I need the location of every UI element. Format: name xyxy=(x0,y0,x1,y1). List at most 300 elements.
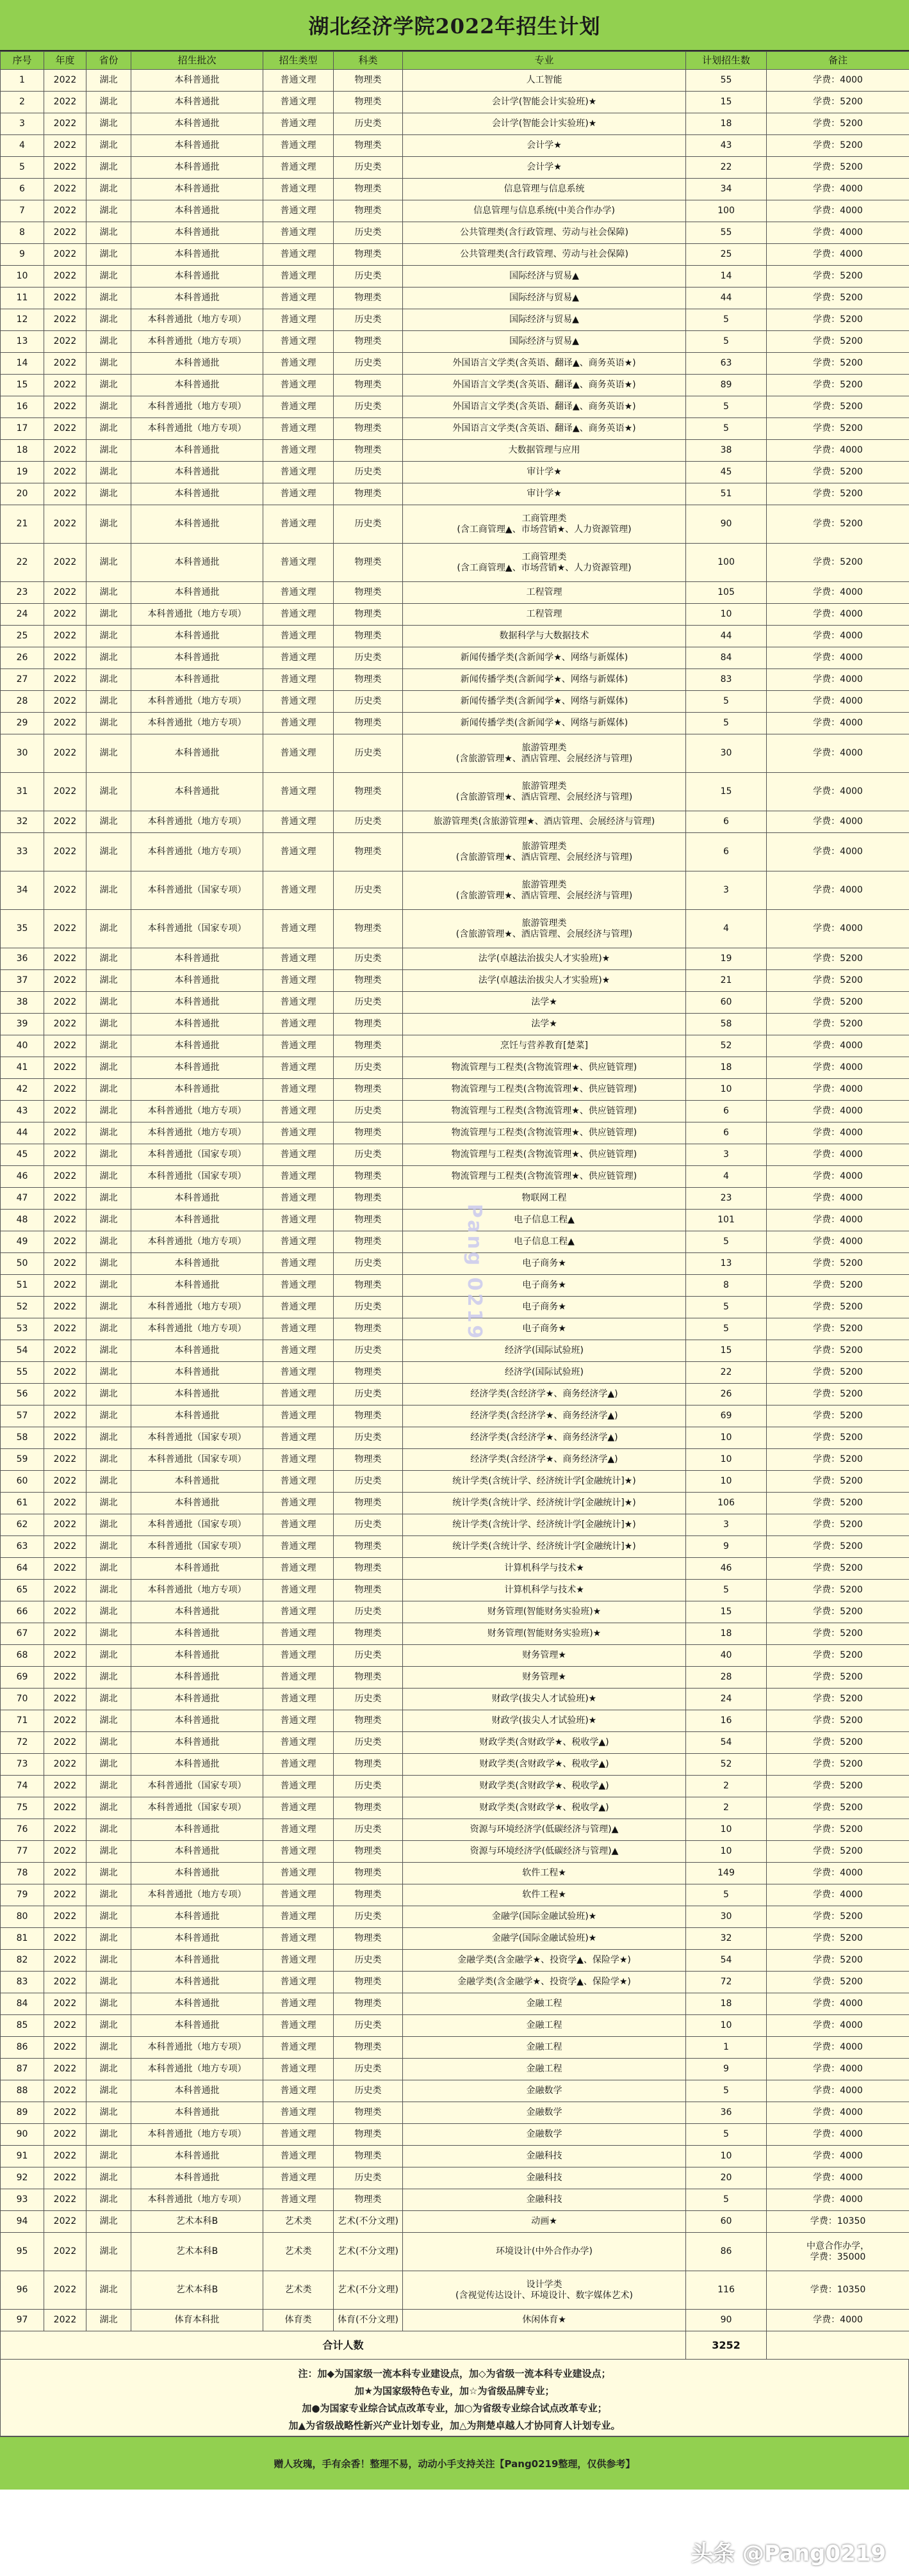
year-cell: 2022 xyxy=(44,2146,86,2167)
batch-cell: 本科普通批 xyxy=(131,222,263,244)
note-cell: 学费：5200 xyxy=(767,1558,909,1580)
year-cell: 2022 xyxy=(44,604,86,626)
type-cell: 普通文理 xyxy=(263,70,334,92)
note-cell: 学费：4000 xyxy=(767,1166,909,1188)
type-cell: 艺术类 xyxy=(263,2233,334,2271)
table-row xyxy=(1,135,909,157)
province-cell: 湖北 xyxy=(86,1732,131,1754)
batch-cell: 本科普通批 xyxy=(131,582,263,604)
batch-cell: 本科普通批 xyxy=(131,2015,263,2037)
quota-cell: 23 xyxy=(686,1188,767,1210)
quota-cell: 149 xyxy=(686,1863,767,1884)
year-cell: 2022 xyxy=(44,1819,86,1841)
table-row xyxy=(1,2189,909,2211)
table-row xyxy=(1,1384,909,1405)
major-cell: 法学(卓越法治拔尖人才实验班)★ xyxy=(403,948,686,970)
type-cell: 普通文理 xyxy=(263,1405,334,1427)
major-cell: 工商管理类 (含工商管理▲、市场营销★、人力资源管理) xyxy=(403,544,686,582)
province-cell: 湖北 xyxy=(86,1405,131,1427)
batch-cell: 本科普通批（国家专项） xyxy=(131,1449,263,1471)
province-cell: 湖北 xyxy=(86,396,131,418)
type-cell: 普通文理 xyxy=(263,1776,334,1797)
table-row xyxy=(1,2124,909,2146)
subject-cell: 物理类 xyxy=(334,713,403,734)
batch-cell: 艺术本科B xyxy=(131,2211,263,2233)
province-cell: 湖北 xyxy=(86,1797,131,1819)
quota-cell: 101 xyxy=(686,1210,767,1231)
year-cell: 2022 xyxy=(44,1318,86,1340)
province-cell: 湖北 xyxy=(86,992,131,1014)
table-row xyxy=(1,1972,909,1993)
province-cell: 湖北 xyxy=(86,1079,131,1101)
table-row xyxy=(1,331,909,353)
type-cell: 普通文理 xyxy=(263,1079,334,1101)
major-cell: 电子信息工程▲ xyxy=(403,1210,686,1231)
note-cell: 学费：5200 xyxy=(767,483,909,505)
seq-cell: 8 xyxy=(1,222,44,244)
seq-cell: 20 xyxy=(1,483,44,505)
type-cell: 普通文理 xyxy=(263,992,334,1014)
table-row xyxy=(1,1427,909,1449)
quota-cell: 8 xyxy=(686,1275,767,1297)
total-label: 合计人数 xyxy=(1,2331,686,2360)
quota-cell: 4 xyxy=(686,910,767,948)
major-cell: 财政学类(含财政学★、税收学▲) xyxy=(403,1797,686,1819)
province-cell: 湖北 xyxy=(86,483,131,505)
major-cell: 会计学★ xyxy=(403,135,686,157)
seq-cell: 85 xyxy=(1,2015,44,2037)
note-cell: 学费：4000 xyxy=(767,833,909,871)
note-cell: 学费：5200 xyxy=(767,1601,909,1623)
seq-cell: 88 xyxy=(1,2080,44,2102)
table-row xyxy=(1,713,909,734)
batch-cell: 本科普通批 xyxy=(131,1210,263,1231)
province-cell: 湖北 xyxy=(86,1014,131,1035)
table-row xyxy=(1,734,909,773)
batch-cell: 本科普通批 xyxy=(131,440,263,462)
type-cell: 普通文理 xyxy=(263,375,334,396)
batch-cell: 本科普通批 xyxy=(131,1863,263,1884)
batch-cell: 本科普通批 xyxy=(131,1754,263,1776)
year-cell: 2022 xyxy=(44,1275,86,1297)
major-cell: 电子信息工程▲ xyxy=(403,1231,686,1253)
batch-cell: 本科普通批 xyxy=(131,1645,263,1667)
province-cell: 湖北 xyxy=(86,244,131,266)
batch-cell: 本科普通批（地方专项） xyxy=(131,1580,263,1601)
total-empty-cell xyxy=(767,2331,909,2360)
seq-cell: 26 xyxy=(1,647,44,669)
type-cell: 普通文理 xyxy=(263,691,334,713)
type-cell: 普通文理 xyxy=(263,2015,334,2037)
province-cell: 湖北 xyxy=(86,1253,131,1275)
quota-cell: 90 xyxy=(686,505,767,544)
note-cell: 学费：4000 xyxy=(767,244,909,266)
table-row xyxy=(1,544,909,582)
subject-cell: 历史类 xyxy=(334,2059,403,2080)
column-header: 计划招生数 xyxy=(686,52,767,70)
note-cell: 学费：4000 xyxy=(767,2102,909,2124)
seq-cell: 70 xyxy=(1,1689,44,1710)
note-cell: 学费：4000 xyxy=(767,1122,909,1144)
table-row xyxy=(1,1906,909,1928)
year-cell: 2022 xyxy=(44,2037,86,2059)
province-cell: 湖北 xyxy=(86,1275,131,1297)
seq-cell: 87 xyxy=(1,2059,44,2080)
year-cell: 2022 xyxy=(44,1384,86,1405)
province-cell: 湖北 xyxy=(86,2037,131,2059)
subject-cell: 物理类 xyxy=(334,773,403,811)
table-row xyxy=(1,1493,909,1514)
major-cell: 财务管理★ xyxy=(403,1667,686,1689)
year-cell: 2022 xyxy=(44,92,86,113)
table-row xyxy=(1,2037,909,2059)
batch-cell: 本科普通批（国家专项） xyxy=(131,910,263,948)
quota-cell: 5 xyxy=(686,1297,767,1318)
province-cell: 湖北 xyxy=(86,179,131,200)
type-cell: 普通文理 xyxy=(263,604,334,626)
type-cell: 普通文理 xyxy=(263,331,334,353)
quota-cell: 86 xyxy=(686,2233,767,2271)
year-cell: 2022 xyxy=(44,2059,86,2080)
major-cell: 电子商务★ xyxy=(403,1318,686,1340)
column-header: 备注 xyxy=(767,52,909,70)
province-cell: 湖北 xyxy=(86,1972,131,1993)
batch-cell: 本科普通批 xyxy=(131,1950,263,1972)
batch-cell: 本科普通批 xyxy=(131,1906,263,1928)
quota-cell: 5 xyxy=(686,418,767,440)
province-cell: 湖北 xyxy=(86,1362,131,1384)
note-cell: 学费：5200 xyxy=(767,396,909,418)
subject-cell: 历史类 xyxy=(334,266,403,288)
batch-cell: 本科普通批 xyxy=(131,1079,263,1101)
subject-cell: 物理类 xyxy=(334,1928,403,1950)
seq-cell: 77 xyxy=(1,1841,44,1863)
column-header: 省份 xyxy=(86,52,131,70)
seq-cell: 44 xyxy=(1,1122,44,1144)
table-row xyxy=(1,992,909,1014)
note-cell: 学费：5200 xyxy=(767,1580,909,1601)
batch-cell: 本科普通批 xyxy=(131,1993,263,2015)
subject-cell: 历史类 xyxy=(334,948,403,970)
subject-cell: 物理类 xyxy=(334,1863,403,1884)
type-cell: 普通文理 xyxy=(263,1427,334,1449)
seq-cell: 37 xyxy=(1,970,44,992)
year-cell: 2022 xyxy=(44,1253,86,1275)
seq-cell: 50 xyxy=(1,1253,44,1275)
note-cell: 学费：5200 xyxy=(767,288,909,309)
province-cell: 湖北 xyxy=(86,1493,131,1514)
quota-cell: 54 xyxy=(686,1950,767,1972)
column-header: 招生类型 xyxy=(263,52,334,70)
subject-cell: 历史类 xyxy=(334,2015,403,2037)
major-cell: 旅游管理类 (含旅游管理★、酒店管理、会展经济与管理) xyxy=(403,773,686,811)
note-cell: 学费：5200 xyxy=(767,1514,909,1536)
note-cell: 学费：5200 xyxy=(767,1667,909,1689)
subject-cell: 历史类 xyxy=(334,1253,403,1275)
table-row xyxy=(1,948,909,970)
quota-cell: 10 xyxy=(686,1471,767,1493)
type-cell: 普通文理 xyxy=(263,2080,334,2102)
province-cell: 湖北 xyxy=(86,604,131,626)
note-cell: 学费：5200 xyxy=(767,1841,909,1863)
quota-cell: 69 xyxy=(686,1405,767,1427)
subject-cell: 历史类 xyxy=(334,1384,403,1405)
note-cell: 学费：4000 xyxy=(767,440,909,462)
type-cell: 普通文理 xyxy=(263,353,334,375)
province-cell: 湖北 xyxy=(86,1689,131,1710)
year-cell: 2022 xyxy=(44,1514,86,1536)
year-cell: 2022 xyxy=(44,871,86,910)
seq-cell: 46 xyxy=(1,1166,44,1188)
year-cell: 2022 xyxy=(44,2271,86,2310)
table-row xyxy=(1,179,909,200)
note-cell: 学费：5200 xyxy=(767,266,909,288)
major-cell: 统计学类(含统计学、经济统计学[金融统计]★) xyxy=(403,1471,686,1493)
major-cell: 金融科技 xyxy=(403,2146,686,2167)
batch-cell: 本科普通批（地方专项） xyxy=(131,811,263,833)
seq-cell: 96 xyxy=(1,2271,44,2310)
quota-cell: 63 xyxy=(686,353,767,375)
year-cell: 2022 xyxy=(44,179,86,200)
table-row xyxy=(1,1884,909,1906)
seq-cell: 25 xyxy=(1,626,44,647)
table-row xyxy=(1,2310,909,2331)
note-cell: 学费：5200 xyxy=(767,1253,909,1275)
quota-cell: 51 xyxy=(686,483,767,505)
province-cell: 湖北 xyxy=(86,309,131,331)
footer-bar xyxy=(0,2436,909,2490)
note-cell: 学费：5200 xyxy=(767,1427,909,1449)
subject-cell: 物理类 xyxy=(334,2146,403,2167)
watermark-text: 头条 @Pang0219 xyxy=(691,2541,886,2566)
type-cell: 普通文理 xyxy=(263,1101,334,1122)
quota-cell: 5 xyxy=(686,2080,767,2102)
type-cell: 普通文理 xyxy=(263,1797,334,1819)
province-cell: 湖北 xyxy=(86,1863,131,1884)
seq-cell: 75 xyxy=(1,1797,44,1819)
subject-cell: 物理类 xyxy=(334,1079,403,1101)
batch-cell: 本科普通批 xyxy=(131,1035,263,1057)
seq-cell: 31 xyxy=(1,773,44,811)
seq-cell: 40 xyxy=(1,1035,44,1057)
table-row xyxy=(1,1928,909,1950)
note-cell: 学费：5200 xyxy=(767,1797,909,1819)
type-cell: 普通文理 xyxy=(263,440,334,462)
subject-cell: 物理类 xyxy=(334,1493,403,1514)
major-cell: 金融数学 xyxy=(403,2102,686,2124)
batch-cell: 本科普通批 xyxy=(131,2146,263,2167)
year-cell: 2022 xyxy=(44,773,86,811)
quota-cell: 6 xyxy=(686,1122,767,1144)
subject-cell: 历史类 xyxy=(334,1601,403,1623)
subject-cell: 物理类 xyxy=(334,2037,403,2059)
table-row xyxy=(1,1710,909,1732)
column-header: 序号 xyxy=(1,52,44,70)
type-cell: 普通文理 xyxy=(263,773,334,811)
year-cell: 2022 xyxy=(44,375,86,396)
year-cell: 2022 xyxy=(44,70,86,92)
quota-cell: 84 xyxy=(686,647,767,669)
seq-cell: 78 xyxy=(1,1863,44,1884)
quota-cell: 10 xyxy=(686,1449,767,1471)
subject-cell: 历史类 xyxy=(334,1732,403,1754)
major-cell: 金融学类(含金融学★、投资学▲、保险学★) xyxy=(403,1950,686,1972)
type-cell: 普通文理 xyxy=(263,1514,334,1536)
subject-cell: 物理类 xyxy=(334,288,403,309)
province-cell: 湖北 xyxy=(86,833,131,871)
table-row xyxy=(1,396,909,418)
batch-cell: 本科普通批 xyxy=(131,1558,263,1580)
table-row xyxy=(1,1101,909,1122)
subject-cell: 物理类 xyxy=(334,331,403,353)
subject-cell: 历史类 xyxy=(334,2167,403,2189)
note-cell: 学费：5200 xyxy=(767,1405,909,1427)
note-cell: 学费：5200 xyxy=(767,1710,909,1732)
subject-cell: 历史类 xyxy=(334,1340,403,1362)
major-cell: 法学(卓越法治拔尖人才实验班)★ xyxy=(403,970,686,992)
note-cell: 学费：5200 xyxy=(767,948,909,970)
subject-cell: 物理类 xyxy=(334,92,403,113)
quota-cell: 116 xyxy=(686,2271,767,2310)
table-row xyxy=(1,1776,909,1797)
seq-cell: 13 xyxy=(1,331,44,353)
province-cell: 湖北 xyxy=(86,1427,131,1449)
province-cell: 湖北 xyxy=(86,2271,131,2310)
type-cell: 普通文理 xyxy=(263,1210,334,1231)
batch-cell: 本科普通批 xyxy=(131,2102,263,2124)
type-cell: 普通文理 xyxy=(263,179,334,200)
batch-cell: 本科普通批 xyxy=(131,353,263,375)
year-cell: 2022 xyxy=(44,1667,86,1689)
quota-cell: 15 xyxy=(686,773,767,811)
note-cell: 学费：5200 xyxy=(767,1297,909,1318)
note-cell: 学费：5200 xyxy=(767,992,909,1014)
major-cell: 统计学类(含统计学、经济统计学[金融统计]★) xyxy=(403,1536,686,1558)
batch-cell: 本科普通批 xyxy=(131,113,263,135)
quota-cell: 32 xyxy=(686,1928,767,1950)
quota-cell: 28 xyxy=(686,1667,767,1689)
type-cell: 普通文理 xyxy=(263,833,334,871)
quota-cell: 44 xyxy=(686,288,767,309)
major-cell: 信息管理与信息系统(中美合作办学) xyxy=(403,200,686,222)
province-cell: 湖北 xyxy=(86,266,131,288)
seq-cell: 54 xyxy=(1,1340,44,1362)
quota-cell: 5 xyxy=(686,691,767,713)
year-cell: 2022 xyxy=(44,2233,86,2271)
batch-cell: 本科普通批 xyxy=(131,157,263,179)
province-cell: 湖北 xyxy=(86,1776,131,1797)
major-cell: 金融科技 xyxy=(403,2189,686,2211)
type-cell: 普通文理 xyxy=(263,1122,334,1144)
quota-cell: 3 xyxy=(686,871,767,910)
table-row xyxy=(1,1754,909,1776)
province-cell: 湖北 xyxy=(86,1884,131,1906)
subject-cell: 物理类 xyxy=(334,1972,403,1993)
seq-cell: 59 xyxy=(1,1449,44,1471)
quota-cell: 6 xyxy=(686,811,767,833)
province-cell: 湖北 xyxy=(86,1580,131,1601)
note-cell: 学费：4000 xyxy=(767,1993,909,2015)
province-cell: 湖北 xyxy=(86,1841,131,1863)
table-row xyxy=(1,1623,909,1645)
batch-cell: 本科普通批 xyxy=(131,1014,263,1035)
total-value: 3252 xyxy=(686,2331,767,2360)
year-cell: 2022 xyxy=(44,970,86,992)
type-cell: 普通文理 xyxy=(263,157,334,179)
year-cell: 2022 xyxy=(44,1449,86,1471)
year-cell: 2022 xyxy=(44,288,86,309)
quota-cell: 5 xyxy=(686,309,767,331)
subject-cell: 历史类 xyxy=(334,1057,403,1079)
batch-cell: 本科普通批 xyxy=(131,1405,263,1427)
batch-cell: 本科普通批（地方专项） xyxy=(131,1122,263,1144)
subject-cell: 物理类 xyxy=(334,1231,403,1253)
province-cell: 湖北 xyxy=(86,375,131,396)
seq-cell: 35 xyxy=(1,910,44,948)
province-cell: 湖北 xyxy=(86,1318,131,1340)
note-cell: 学费：4000 xyxy=(767,773,909,811)
batch-cell: 本科普通批（地方专项） xyxy=(131,1231,263,1253)
year-cell: 2022 xyxy=(44,1972,86,1993)
type-cell: 普通文理 xyxy=(263,1384,334,1405)
note-cell: 学费：4000 xyxy=(767,811,909,833)
quota-cell: 45 xyxy=(686,462,767,483)
subject-cell: 物理类 xyxy=(334,440,403,462)
batch-cell: 本科普通批 xyxy=(131,70,263,92)
type-cell: 普通文理 xyxy=(263,970,334,992)
subject-cell: 物理类 xyxy=(334,1580,403,1601)
province-cell: 湖北 xyxy=(86,1035,131,1057)
column-header: 年度 xyxy=(44,52,86,70)
seq-cell: 57 xyxy=(1,1405,44,1427)
quota-cell: 15 xyxy=(686,1601,767,1623)
batch-cell: 本科普通批 xyxy=(131,734,263,773)
quota-cell: 55 xyxy=(686,222,767,244)
quota-cell: 5 xyxy=(686,2124,767,2146)
note-cell: 学费：4000 xyxy=(767,2015,909,2037)
quota-cell: 5 xyxy=(686,1884,767,1906)
table-row xyxy=(1,505,909,544)
batch-cell: 本科普通批（地方专项） xyxy=(131,2059,263,2080)
year-cell: 2022 xyxy=(44,1580,86,1601)
year-cell: 2022 xyxy=(44,1405,86,1427)
province-cell: 湖北 xyxy=(86,2124,131,2146)
note-cell: 学费：5200 xyxy=(767,1819,909,1841)
subject-cell: 物理类 xyxy=(334,1558,403,1580)
major-cell: 国际经济与贸易▲ xyxy=(403,309,686,331)
year-cell: 2022 xyxy=(44,2124,86,2146)
type-cell: 普通文理 xyxy=(263,1558,334,1580)
table-row xyxy=(1,2271,909,2310)
year-cell: 2022 xyxy=(44,396,86,418)
province-cell: 湖北 xyxy=(86,1950,131,1972)
table-row xyxy=(1,92,909,113)
province-cell: 湖北 xyxy=(86,1710,131,1732)
batch-cell: 本科普通批（国家专项） xyxy=(131,871,263,910)
note-cell: 学费：5200 xyxy=(767,1493,909,1514)
quota-cell: 4 xyxy=(686,1166,767,1188)
note-cell: 学费：5200 xyxy=(767,157,909,179)
major-cell: 统计学类(含统计学、经济统计学[金融统计]★) xyxy=(403,1514,686,1536)
year-cell: 2022 xyxy=(44,1776,86,1797)
seq-cell: 83 xyxy=(1,1972,44,1993)
year-cell: 2022 xyxy=(44,1950,86,1972)
subject-cell: 物理类 xyxy=(334,1667,403,1689)
note-cell: 学费：4000 xyxy=(767,1884,909,1906)
note-cell: 学费：4000 xyxy=(767,2059,909,2080)
table-row xyxy=(1,626,909,647)
year-cell: 2022 xyxy=(44,1928,86,1950)
